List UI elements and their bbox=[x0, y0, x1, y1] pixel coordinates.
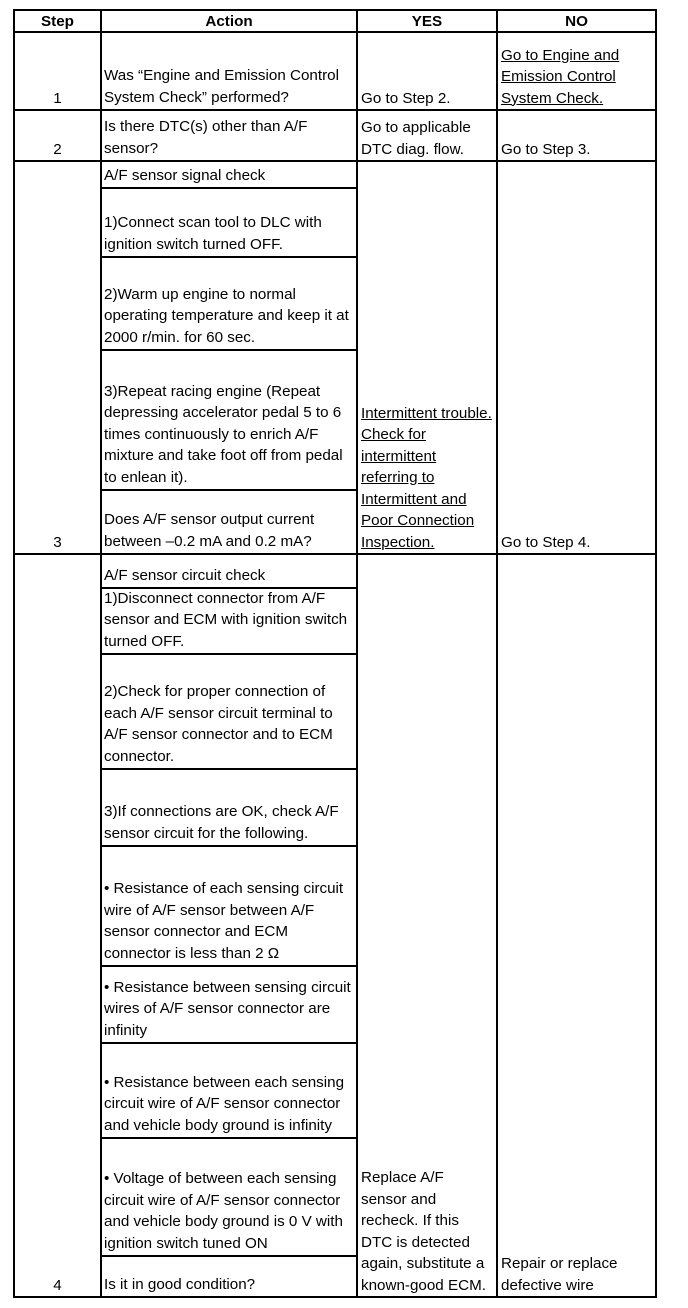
action-cell bbox=[101, 161, 357, 554]
action-substep-1: 1)Disconnect connector from A/F sensor and ECM with ignition switch turned OFF. bbox=[102, 587, 356, 653]
action-heading: A/F sensor signal check bbox=[104, 166, 266, 184]
header-no: NO bbox=[497, 10, 656, 32]
action-bullet-4: • Voltage of between each sensing circuit wire of A/F sensor connector and vehicle body ground is 0 V with ignition switch tuned ON bbox=[102, 1137, 356, 1255]
action-cell bbox=[101, 110, 357, 161]
no-result: Go to Step 4. bbox=[497, 161, 656, 554]
diagnostic-table-container bbox=[13, 9, 655, 1298]
action-bullet-1: • Resistance of each sensing circuit wire of A/F sensor between A/F sensor connector and ECM connector is less than 2 Ω bbox=[102, 845, 356, 965]
step-number: 4 bbox=[14, 554, 101, 1297]
action-substep-2: 2)Warm up engine to normal operating temperature and keep it at 2000 r/min. for 60 sec. bbox=[102, 256, 356, 349]
header-action: Action bbox=[101, 10, 357, 32]
diagnostic-flow-table bbox=[13, 9, 657, 1298]
action-substep-3: 3)If connections are OK, check A/F sensor circuit for the following. bbox=[102, 768, 356, 845]
table-row-step-3 bbox=[14, 161, 656, 554]
no-result-link-engine-emission-check[interactable]: Go to Engine and Emission Control System Check. bbox=[497, 32, 656, 110]
yes-result: Go to applicable DTC diag. flow. bbox=[357, 110, 497, 161]
action-question: Is it in good condition? bbox=[102, 1255, 356, 1296]
step-number: 1 bbox=[14, 32, 101, 110]
action-cell bbox=[101, 554, 357, 1297]
action-substep-2: 2)Check for proper connection of each A/F sensor circuit terminal to A/F sensor connector and to ECM connector. bbox=[102, 653, 356, 768]
action-heading: A/F sensor circuit check bbox=[104, 566, 266, 584]
action-question: Does A/F sensor output current between –0.2 mA and 0.2 mA? bbox=[102, 489, 356, 553]
step-number: 2 bbox=[14, 110, 101, 161]
yes-result-link-intermittent-inspection[interactable]: Intermittent trouble. Check for intermittent referring to Intermittent and Poor Connection Inspection. bbox=[357, 161, 497, 554]
action-substep-1: 1)Connect scan tool to DLC with ignition switch turned OFF. bbox=[102, 187, 356, 256]
action-bullet-3: • Resistance between each sensing circuit wire of A/F sensor connector and vehicle body ground is infinity bbox=[102, 1042, 356, 1137]
no-result: Repair or replace defective wire bbox=[497, 554, 656, 1297]
action-text: Is there DTC(s) other than A/F sensor? bbox=[104, 118, 308, 157]
table-row-step-2 bbox=[14, 110, 656, 161]
header-row bbox=[14, 10, 656, 32]
action-text: Was “Engine and Emission Control System Check” performed? bbox=[104, 67, 339, 106]
action-cell bbox=[101, 32, 357, 110]
step-number: 3 bbox=[14, 161, 101, 554]
table-row-step-4 bbox=[14, 554, 656, 1297]
yes-result: Replace A/F sensor and recheck. If this DTC is detected again, substitute a known-good ECM. bbox=[357, 554, 497, 1297]
action-substep-3: 3)Repeat racing engine (Repeat depressing accelerator pedal 5 to 6 times continuously to enrich A/F mixture and take foot off from pedal to enlean it). bbox=[102, 349, 356, 489]
action-bullet-2: • Resistance between sensing circuit wires of A/F sensor connector are infinity bbox=[102, 965, 356, 1042]
header-yes: YES bbox=[357, 10, 497, 32]
no-result: Go to Step 3. bbox=[497, 110, 656, 161]
table-row-step-1 bbox=[14, 32, 656, 110]
header-step: Step bbox=[14, 10, 101, 32]
yes-result: Go to Step 2. bbox=[357, 32, 497, 110]
